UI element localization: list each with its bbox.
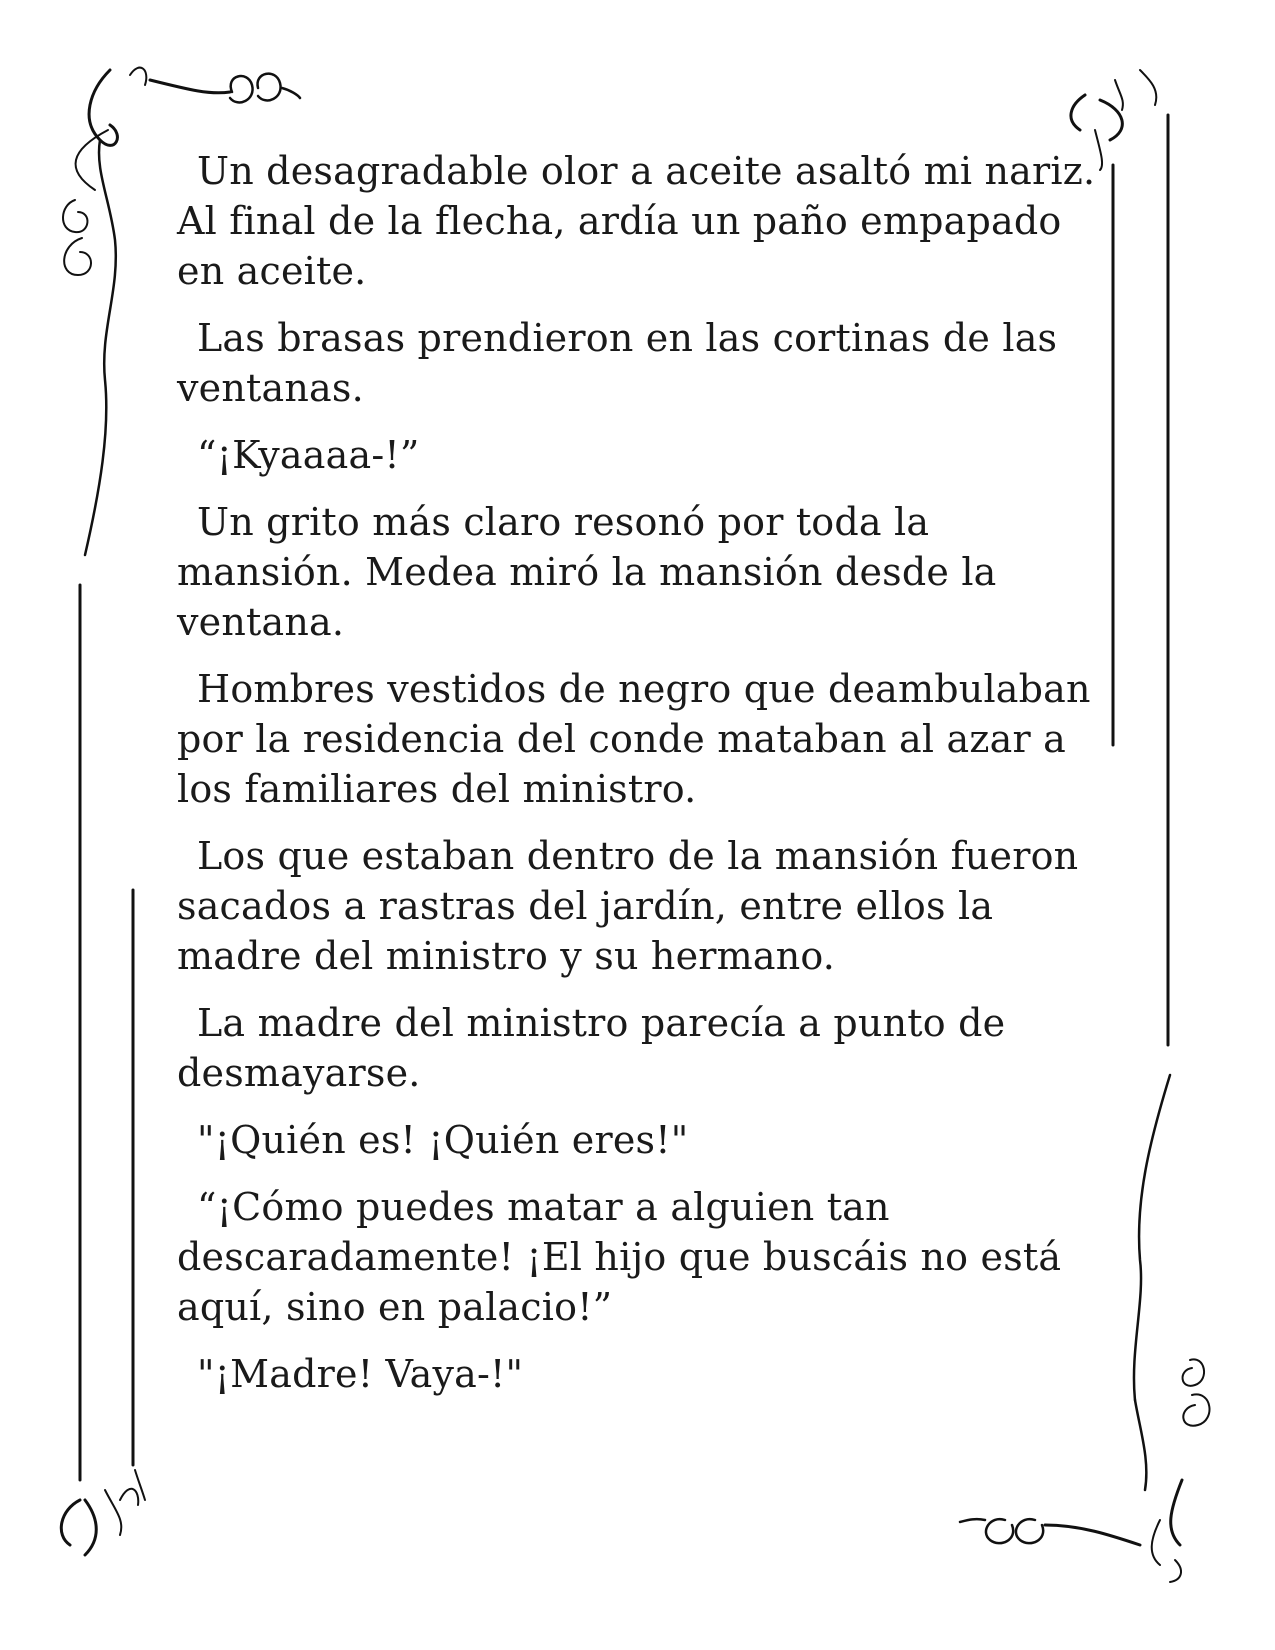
dialogue-line: “¡Cómo puedes matar a alguien tan descaradamente! ¡El hijo que buscáis no está aquí, sino en palacio!” <box>177 1185 1062 1329</box>
story-text <box>177 146 1107 1416</box>
paragraph: Un desagradable olor a aceite asaltó mi nariz. Al final de la flecha, ardía un paño empapado en aceite. <box>177 149 1096 293</box>
corner-flourish-bottom-left <box>61 1470 145 1555</box>
paragraph: Un grito más claro resonó por toda la mansión. Medea miró la mansión desde la ventana. <box>177 500 997 644</box>
dialogue-line: “¡Kyaaaa-!” <box>197 433 420 477</box>
dialogue-line: "¡Madre! Vaya-!" <box>197 1352 524 1396</box>
paragraph: Los que estaban dentro de la mansión fueron sacados a rastras del jardín, entre ellos la madre del ministro y su hermano. <box>177 834 1079 978</box>
paragraph: Hombres vestidos de negro que deambulaban por la residencia del conde mataban al azar a los familiares del ministro. <box>177 667 1091 811</box>
paragraph: Las brasas prendieron en las cortinas de las ventanas. <box>177 316 1058 410</box>
paragraph: La madre del ministro parecía a punto de desmayarse. <box>177 1001 1006 1095</box>
dialogue-line: "¡Quién es! ¡Quién eres!" <box>197 1118 689 1162</box>
